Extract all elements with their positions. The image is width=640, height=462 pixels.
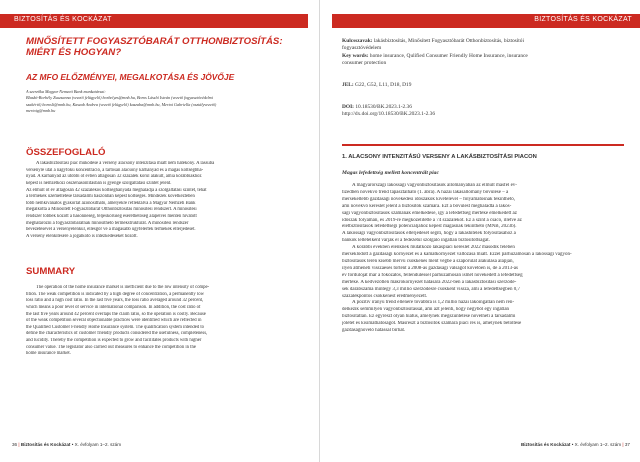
header-bar xyxy=(332,14,640,28)
text-line: tizedben növekvő trend tapasztalható (1. ábra). A hazai lakásállomány bővülése – a xyxy=(342,189,509,195)
journal-name: Biztosítás és Kockázat xyxy=(520,442,571,447)
text-line: Az elmúlt öt év átlagosan 42 százalékos költséghányada meghaladja a szolgáltatási szintet, tehát xyxy=(26,187,207,193)
author-line: A szerzőkа Magyar Nemzeti Bank munkatársai: xyxy=(26,89,106,94)
article-title: MINŐSÍTETT FOGYASZTÓBARÁT OTTHONBIZTOSÍTÁS: MIÉRT ÉS HOGYAN? xyxy=(26,36,283,58)
text-line: define the characteristics of customer friendly products considered the usefulness, completeness, xyxy=(26,331,208,337)
text-line: mérséklődött a gazdasági környezet és a kamatkörnyezet változása miatt. Ezzel párhuzamosan a lakossági vagyon- xyxy=(342,252,572,258)
keywords-hu xyxy=(342,38,624,52)
issue-info: X. évfolyam 1–2. szám xyxy=(74,442,122,447)
text-line: A lakásbiztosítási piac működése a verseny alacsony intenzitása miatt nem hatékony. A lassuba xyxy=(36,161,215,166)
issue-info: X. évfolyam 1–2. szám xyxy=(574,442,622,447)
text-line: versenyre utal a nagyfokú koncentráció, a tartósan alacsony kárhányad és a magas költségbhá- xyxy=(26,167,204,173)
text-line: consumer value. The legislator also carried out measures to enhance the competition in the xyxy=(26,344,196,350)
text-line: életbiztosítások lefedettségi potenciáljához képest magasnak tekinthető (MNB, 2023b). xyxy=(342,224,517,230)
text-line: ilyen átmeneti visszaesés történt a 2008-as gazdasági válságot követően is, de a 2013-as xyxy=(342,265,518,271)
text-line: időszak folyamán, és 2019-re megközelítette a 74 százalékot. Ez a szint a csaco, illetve az xyxy=(342,217,522,223)
article-subtitle: AZ MFO ELŐZMÉNYEI, MEGALKOTÁSA ÉS JÖVŐJE xyxy=(26,72,235,82)
text-line: the last five years around 42 percent overlaps the claim ratio, so the operation is costly. Because xyxy=(26,311,206,317)
text-line: százalékpontos csökkenést eredményezett. xyxy=(342,293,428,299)
text-line: meghatározni a fogyasztóbarátnak minősíthető termékstruktúrát. A minősítési rendszer xyxy=(26,220,189,226)
text-line: több nemkívánatos gyakorlat azonosítható, amelyekre reflektálva a Magyar Nemzeti Bank xyxy=(26,200,196,206)
text-line: rendszer többek között a hasonneség, teljeskörűség éséréthetőség alapelvei mentén hívatott xyxy=(26,214,197,219)
text-line: tition. The weak competition is indicated by a high degree of concentration, a permanently low xyxy=(26,291,204,297)
header-tag: BIZTOSÍTÁS ÉS KOCKÁZAT xyxy=(14,16,112,23)
doi-link[interactable]: http://dx.doi.org/10.18530/BK.2023.1-2.36 xyxy=(342,111,436,118)
text-line: ami növekvő kereslet jelent a biztosítók számára. Ezt a bővülést meghaladta a lakos- xyxy=(342,203,512,209)
text-line: loss ratio and a high cost ratio. In the last five years, the loss ratio averaged around 32 percent, xyxy=(26,298,204,304)
keywords-hu-value: lakásbiztosítás, Minősített Fogyasztóbarát Otthonbiztosítás, biztosítói xyxy=(373,38,524,44)
header-tag: BIZTOSÍTÁS ÉS KOCKÁZAT xyxy=(534,16,632,23)
text-line: biztosítások terén kisebb mérvű csökkenés ment végbe a szaporulat alakulása alapján, xyxy=(342,258,514,264)
text-line: which means a poor level of service in international comparison. In addition, the cost ratio of xyxy=(26,304,201,310)
text-line: delkezik semmilyen vagyonbiztosítással, ami azt jelenti, hogy négyből egy ingatlan xyxy=(342,307,510,313)
author-block xyxy=(26,89,294,115)
jel-value: G22, G52, L11, D18, D19 xyxy=(355,82,412,88)
text-line: the Qualified Customer Friendly Home Insurance system. The qualification system intended to xyxy=(26,324,204,330)
keywords-en xyxy=(342,53,624,67)
summary-hu-heading: ÖSSZEFOGLALÓ xyxy=(26,147,106,158)
keywords-en-value: home insurance, Qulified Consumer Friendly Home Insurance, insurance xyxy=(369,53,528,59)
page-footer: Biztosítás és Kockázat • X. évfolyam 1–2. szám | 37 xyxy=(520,442,630,447)
text-line: biztosítatlan. Ez egyrészt olyan hiátus, amelynek megszüntetése növelheti a társadalmi xyxy=(342,314,516,320)
text-line: of the weak competition several objectionable practices were identified which are reflected in xyxy=(26,318,202,324)
jel-label: JEL: xyxy=(342,82,354,88)
author-line: Blaskó-Borbély Zsuzsanna (vezető felügyelő) borbelyzs@mnb.hu, Boros László István (vezető fogyasztóvédelmi xyxy=(26,95,213,101)
text-line: bankok leltételként várják el a fedezetül szolgáló ingatlan biztosítottságát. xyxy=(342,238,490,244)
text-line: A magyarországi lakossági vagyonbiztosítások állományában az elmúlt másfél év- xyxy=(352,183,517,188)
text-line: év fordulóját már a fokozatos, fellendüléssel párhuzamosan ismét növekedett a lefedettség xyxy=(342,272,523,278)
page-footer: 36 | Biztosítás és Kockázat • X. évfolyam 1–2. szám xyxy=(12,442,122,447)
text-line: mérsékeltebb gazdasági növekedési időszakok kivételével – folyamatosnak tekinthető, xyxy=(342,196,515,202)
section-heading: 1. ALACSONY INTENZITÁSÚ VERSENY A LAKÁSBIZTOSÍTÁSI PIACON xyxy=(342,154,537,160)
author-line: mertoig@mnb.hu xyxy=(26,108,56,114)
summary-hu-text xyxy=(26,161,294,241)
text-line: A pozitív irányú trend ellenére továbbra is 1,2 millió hazai lakóingatlan nem ren- xyxy=(352,300,515,306)
summary-en-heading: SUMMARY xyxy=(26,266,76,277)
page-number: 37 xyxy=(624,442,630,447)
jel-codes xyxy=(342,82,624,89)
text-line: gazdaságnövelő hatással bírhat. xyxy=(342,328,406,334)
text-line: sek darabszáma mintegy 3,3 millió szerződésre csökkent vissza, ami a lefedettségben 0,7 xyxy=(342,286,520,292)
text-line: A korábbi években élénknek mutatkozó lakáspiaci kereslet 2022 második felében xyxy=(352,245,515,251)
text-line: nyad. A kárhányad az utóbbi öt évben átlagosan 32 százalék körül alakult, amia korábbiakhoz xyxy=(26,174,202,180)
article-body xyxy=(342,183,624,335)
doi-label: DOI: xyxy=(342,104,354,110)
right-page xyxy=(320,0,640,462)
text-line: mértéke. A kedvezőtlen makrokörnyezet hatására 2022-ben a lakásbiztosítási szerződé- xyxy=(342,279,517,285)
keywords-en-label: Key words: xyxy=(342,53,369,59)
doi-block xyxy=(342,104,624,118)
author-line: szakértő) borosli@mnb.hu, Kaszab Andrea (vezető felügyelő) kaszaba@mnb.hu, Mertoi Gabriella (osztályvezető) xyxy=(26,101,217,107)
text-line: A lakossági vagyonbiztosítások elterjedését segíti, hogy a lakáshitelek folyósításához a xyxy=(342,231,516,237)
text-line: bevezetésével a versenyélénkül, ellesgőr ve a magasabb ügyfélérték termékek elterjedését. xyxy=(26,227,196,233)
keywords-hu-label: Kulcsszavak: xyxy=(342,38,373,44)
journal-name: Biztosítás és Kockázat xyxy=(20,442,71,447)
doi-value: 10.18530/BK.2023.1-2.36 xyxy=(355,104,412,110)
text-line: The operation of the home insurance market is inefficient due to the low intensity of compe- xyxy=(36,285,210,290)
text-line: A verseny élénkítésére a jogalkotó is intézkedéseket hozott. xyxy=(26,233,138,239)
subsection-heading: Magas lefedettség mellett koncentrált piac xyxy=(342,170,439,176)
text-line: sági vagyonbiztosítások számának emelkedése, így a lefedettség mértéke emelkedett az xyxy=(342,210,517,216)
keywords-hu-value: fogyasztóvédelem xyxy=(342,45,382,52)
text-line: and lucidity. Thereby the competition is expected to grow and facilitates products with higher xyxy=(26,338,202,343)
text-line: home insurance market. xyxy=(26,351,71,357)
page-number: 36 xyxy=(12,442,18,447)
summary-en-text xyxy=(26,285,294,358)
header-bar xyxy=(0,14,308,28)
section-divider xyxy=(342,144,624,146)
text-line: a termékek üzemeltetése társadalmi haszonban képest költséges. Mindezek következtében xyxy=(26,194,195,200)
text-line: jólétet és kisimáthatóságot. Másrészt a biztosítók számára piaci rés is, amelynek betöltése xyxy=(342,321,522,327)
text-line: megalkotta a Minősített Fogyasztóbarát Otthonbiztosítás minősítési rendszert. A minősítési xyxy=(26,207,197,213)
keywords-en-value: consumer protection xyxy=(342,60,387,67)
text-line: képest is nemzetközi összehasonlításban is gyenge szolgáltatási szintet jelent. xyxy=(26,180,172,186)
